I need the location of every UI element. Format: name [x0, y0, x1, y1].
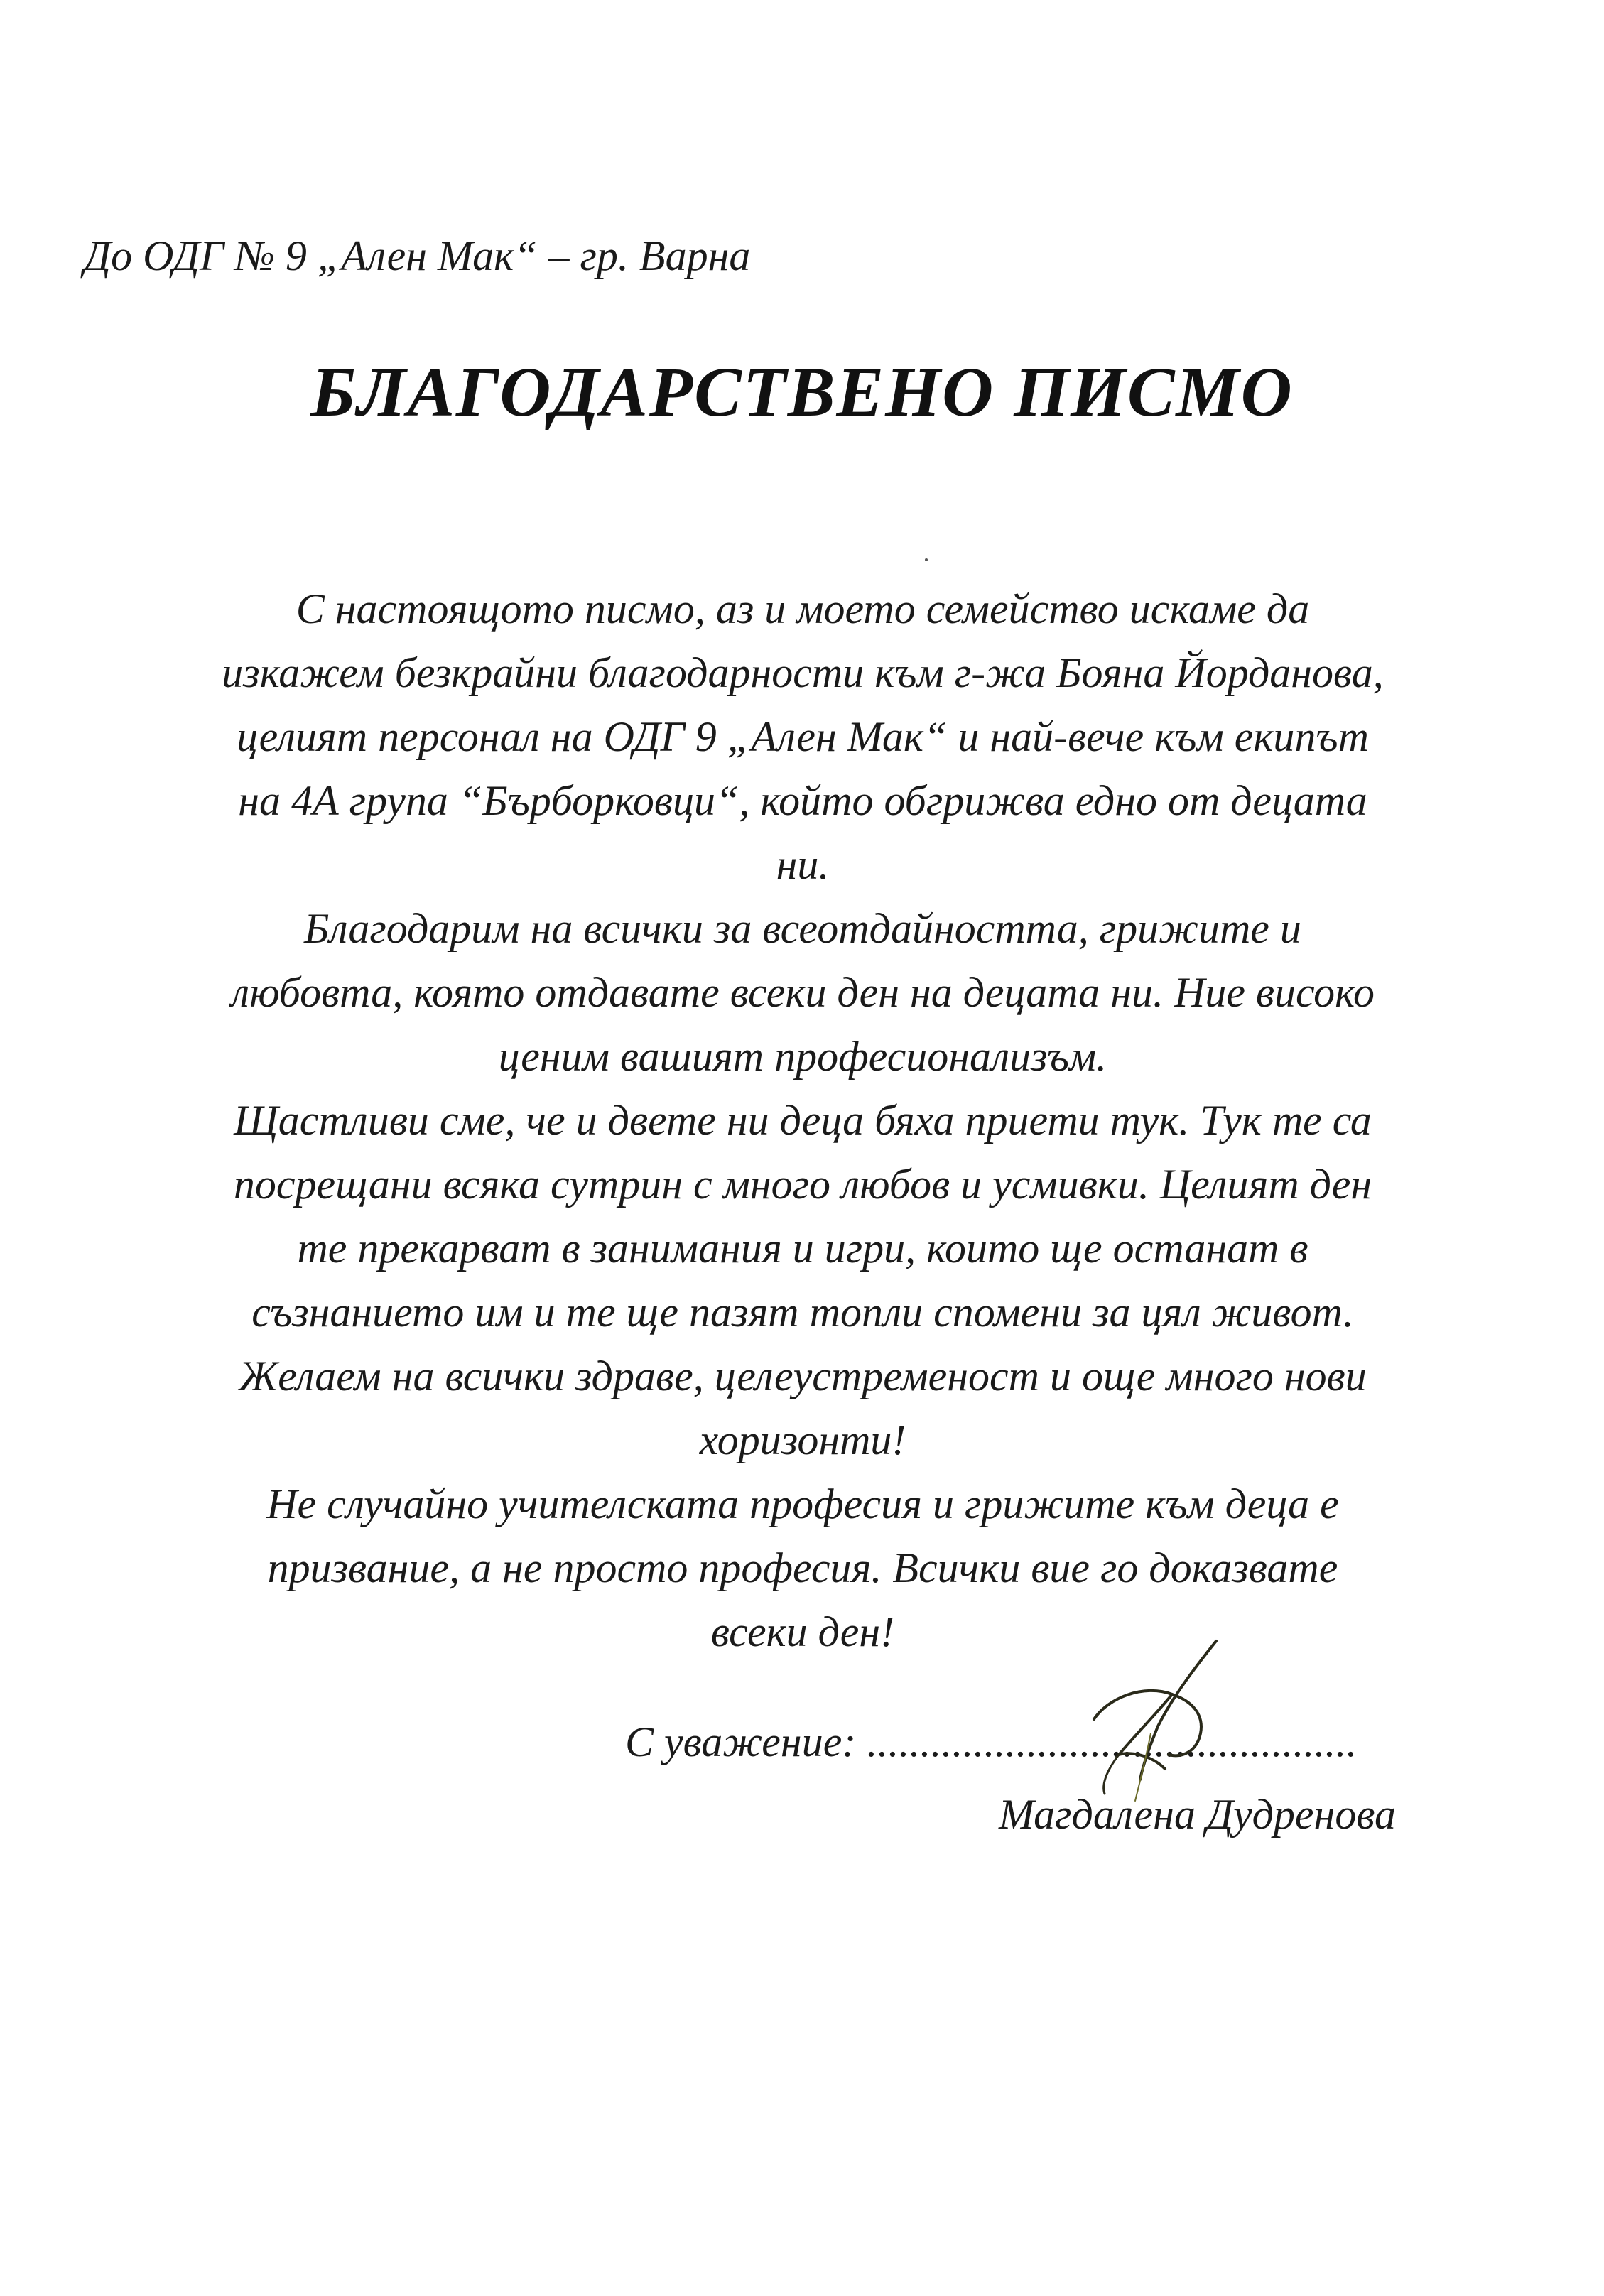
body-line: изкажем безкрайни благодарности към г-жа Бояна Йорданова,: [222, 649, 1384, 696]
signer-name: Магдалена Дудренова: [999, 1791, 1396, 1838]
body-line: ни.: [776, 841, 830, 888]
body-line: целият персонал на ОДГ 9 „Ален Мак“ и най-вече към екипът: [237, 713, 1369, 760]
handwritten-signature: [1051, 1627, 1236, 1812]
body-line: любовта, която отдавате всеки ден на децата ни. Ние високо: [231, 969, 1375, 1016]
body-line: посрещани всяка сутрин с много любов и усмивки. Целият ден: [233, 1161, 1372, 1208]
letter-title: БЛАГОДАРСТВЕНО ПИСМО: [310, 352, 1294, 431]
body-line: Благодарим на всички за всеотдайността, грижите и: [304, 905, 1301, 952]
paper-speck: [925, 558, 928, 561]
body-line: Не случайно учителската професия и грижите към деца е: [266, 1480, 1339, 1527]
body-line: Желаем на всички здраве, целеустременост и още много нови: [239, 1353, 1367, 1399]
recipient-line: До ОДГ № 9 „Ален Мак“ – гр. Варна: [84, 232, 751, 279]
body-line: Щастливи сме, че и двете ни деца бяха приети тук. Тук те са: [234, 1097, 1372, 1144]
letter-body: [78, 577, 1527, 1664]
body-line: ценим вашият професионализъм.: [498, 1033, 1107, 1080]
body-line: призвание, а не просто професия. Всички вие го доказвате: [267, 1544, 1338, 1591]
body-line: всеки ден!: [710, 1608, 895, 1655]
body-line: С настоящото писмо, аз и моето семейство искаме да: [296, 585, 1310, 632]
body-line: съзнанието им и те ще пазят топли спомени за цял живот.: [251, 1289, 1354, 1336]
body-line: хоризонти!: [699, 1417, 906, 1463]
body-line: на 4А група “Бърборковци“, който обгрижва едно от децата: [238, 777, 1367, 824]
closing-line: С уважение: ..............................................: [625, 1718, 1358, 1765]
body-line: те прекарват в занимания и игри, които ще останат в: [297, 1225, 1308, 1272]
